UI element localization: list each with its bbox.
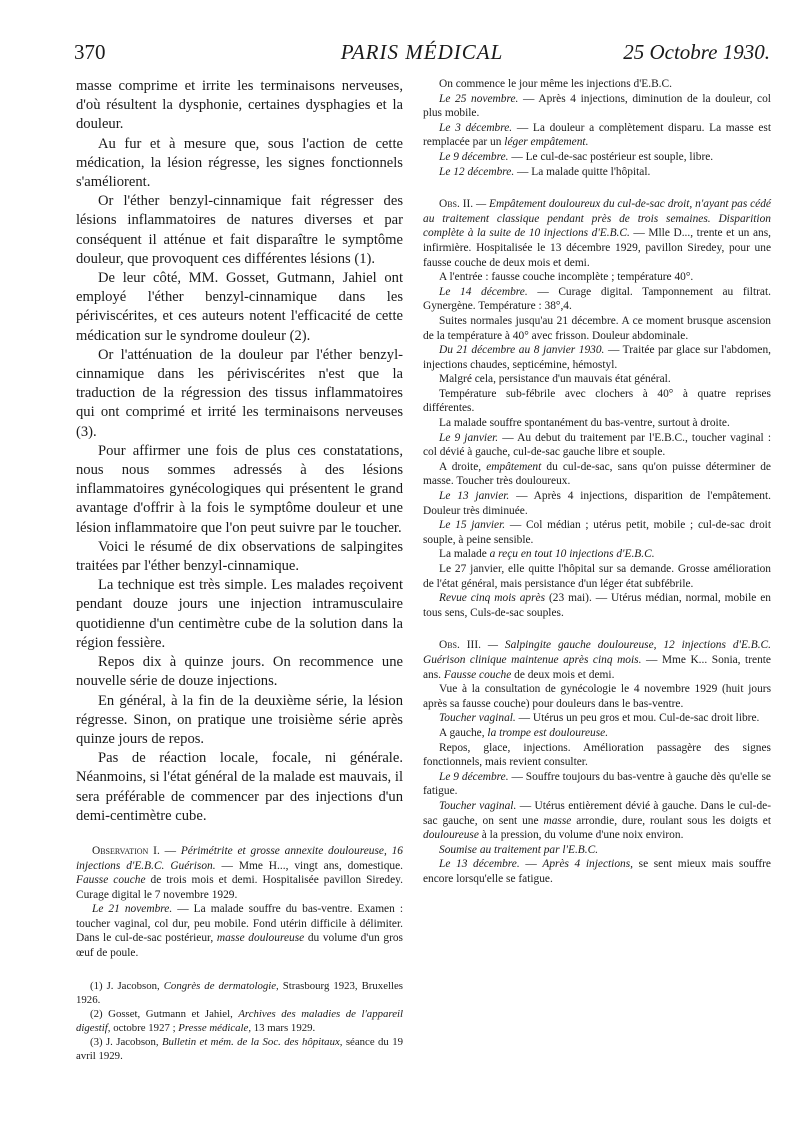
obs-date: Le 3 décembre. — [439, 121, 513, 134]
obs-text: du cul-de-sac, sans qu'on puisse déterminer de masse. Toucher très douloureux. — [423, 460, 771, 488]
obs-paragraph — [423, 562, 771, 591]
issue-date: 25 Octobre 1930. — [623, 40, 770, 64]
obs-paragraph — [423, 518, 771, 547]
page-header — [74, 40, 770, 70]
obs-text: — Utérus un peu gros et mou. Cul-de-sac droit libre. — [518, 712, 760, 725]
obs-italic: douloureuse — [423, 829, 479, 842]
right-column — [423, 77, 771, 886]
obs-date: Le 21 novembre. — [92, 903, 173, 916]
obs-text: — — [525, 858, 537, 871]
left-column — [76, 77, 403, 1063]
paragraph: masse comprime et irrite les terminaisons nerveuses, d'où résultent la dysphonie, certaines dysphagies et la douleur. — [76, 78, 403, 133]
obs-text: A gauche, — [439, 726, 485, 739]
obs-text: — La malade souffre du bas-ventre. Examen : toucher vaginal, col dur, peu mobile. Fond utérin difficile à délimiter. Dans le cul-de-sac postérieur, — [76, 903, 403, 945]
footnote-title: Archives des maladies de l'appareil digestif, — [76, 1007, 403, 1034]
paragraph: Voici le résumé de dix observations de salpingites traitées par l'éther benzyl-cinnamique. — [76, 538, 403, 575]
footnote-ref: 13 mars 1929. — [253, 1021, 316, 1034]
obs-text: Vue à la consultation de gynécologie le 4 novembre 1929 (huit jours après sa fausse couche) pour douleurs dans le bas-ventre. — [423, 683, 771, 710]
obs-label: Observation I. — [92, 844, 160, 857]
paragraph: La technique est très simple. Les malades reçoivent pendant douze jours une injection intramusculaire quotidienne d'un centimètre cube de la solution dans la région fessière. — [76, 577, 403, 651]
paragraph: Pour affirmer une fois de plus ces constatations, nous nous sommes adressés à des lésions inflammatoires gynécologiques qui présentent le grand avantage d'offrir à la fois le symptôme douleur et une lésion inflammatoire que l'on peut suivre par le toucher. — [76, 442, 403, 536]
footnote-ref: octobre 1927 ; — [113, 1021, 176, 1034]
obs-paragraph — [423, 682, 771, 711]
obs-title: Périmétrite et grosse annexite douloureuse, 16 injections d'E.B.C. Guérison. — [76, 844, 403, 872]
obs-date: Toucher vaginal. — [439, 799, 517, 812]
obs-text: A droite, — [439, 460, 482, 473]
obs-paragraph — [423, 489, 771, 518]
paragraph: Repos dix à quinze jours. On recommence une nouvelle série de douze injections. — [76, 654, 403, 690]
observation-3 — [423, 638, 771, 886]
obs-intro: — Mme H..., vingt ans, domestique. — [221, 859, 403, 872]
obs-paragraph — [423, 314, 771, 343]
obs-italic: empâtement — [486, 460, 542, 473]
obs-fausse: Fausse couche — [443, 668, 512, 681]
obs-text: Température sub-fébrile avec clochers à 40° à quatre reprises différentes. — [423, 387, 771, 415]
obs-paragraph — [423, 372, 771, 387]
obs-paragraph — [423, 121, 771, 150]
obs-text: se sent mieux mais souffre encore lorsqu'elle se fatigue. — [423, 858, 771, 885]
paragraph: Or l'éther benzyl-cinnamique fait régresser des lésions inflammatoires de natures diverses et par conséquent il atténue et fait disparaître le symptôme douleur, que provoquent ces différentes lésions (1). — [76, 193, 403, 267]
obs-paragraph — [76, 902, 403, 960]
obs-heading — [423, 638, 771, 682]
obs-label: Obs. III. — [439, 639, 481, 652]
obs-text: Suites normales jusqu'au 21 décembre. A ce moment brusque ascension de la température à 40° avec frisson. Douleur abdominale. — [423, 314, 771, 342]
obs-intro: — Mlle D..., trente et un ans, infirmière. Hospitalisée le 13 décembre 1929, pavillon Siredey, pour une fausse couche de deux mois et demi. — [423, 227, 771, 269]
observation-2 — [423, 197, 771, 620]
paragraph: En général, à la fin de la deuxième série, la lésion régresse. Sinon, on pratique une troisième série après quinze jours de repos. — [76, 692, 403, 747]
obs-date: Le 9 janvier. — [439, 431, 499, 444]
obs-paragraph — [423, 92, 771, 121]
obs-text: — Au debut du traitement par l'E.B.C., toucher vaginal : col dévié à gauche, cul-de-sac gauche libre et souple. — [423, 431, 771, 459]
obs-date: Le 25 novembre. — [439, 92, 519, 105]
obs-text: — Traitée par glace sur l'abdomen, injections chaudes, septicémine, hémostyl. — [423, 344, 771, 371]
obs-date: Soumise au traitement par l'E.B.C. — [439, 843, 599, 856]
obs-date: Le 13 décembre. — [439, 858, 520, 871]
obs-paragraph — [423, 387, 771, 416]
footnote-author: (2) Gosset, Gutmann et Jahiel, — [90, 1007, 233, 1020]
footnote-3 — [76, 1035, 403, 1063]
paragraph: Or l'atténuation de la douleur par l'éther benzyl-cinnamique dans les périviscérites n'est que la traduction de la régression des tissus inflammatoires qui ont comprimé et irrité les terminaisons nerveuses (3). — [76, 346, 403, 440]
obs-paragraph — [423, 843, 771, 858]
footnote-author: (1) J. Jacobson, — [90, 979, 160, 992]
observation-1 — [76, 844, 403, 961]
obs-paragraph — [423, 343, 771, 372]
obs-title: — Salpingite gauche douloureuse, 12 injections d'E.B.C. Guérison clinique maintenue après cinq mois. — [423, 639, 772, 666]
obs-paragraph — [423, 770, 771, 799]
obs-fausse: Fausse couche — [76, 874, 146, 887]
obs-paragraph — [423, 741, 771, 770]
obs-italic: masse douloureuse — [216, 932, 305, 945]
obs-label: Obs. II. — [439, 198, 474, 211]
obs-text: (23 mai). — Utérus médian, normal, mobile en tous sens, Culs-de-sac souples. — [423, 592, 771, 619]
footnotes — [76, 979, 403, 1063]
obs-paragraph — [423, 416, 771, 431]
obs-paragraph — [423, 270, 771, 285]
obs-text: La malade souffre spontanément du bas-ventre, surtout à droite. — [439, 417, 730, 430]
obs-date: Le 9 décembre. — [439, 150, 509, 163]
obs-heading: Observation I. — Périmétrite et grosse annexite douloureuse, 16 injections d'E.B.C. Guérison. — Mme H..., vingt ans, domestique. Fausse couche de trois mois et demi. Hospitalisée pavillon Siredey. Curage digital le 7 novembre 1929. — [76, 844, 403, 901]
obs-text: — La douleur a complètement disparu. La masse est remplacée par un — [423, 121, 771, 149]
obs-date: Du 21 décembre au 8 janvier 1930. — [439, 344, 605, 357]
obs-italic: a reçu en tout 10 injections d'E.B.C. — [489, 548, 655, 561]
obs-paragraph — [423, 547, 771, 562]
footnote-ref: Strasbourg 1923, Bruxelles 1926. — [76, 979, 403, 1006]
obs-paragraph — [423, 711, 771, 726]
obs-paragraph — [423, 285, 771, 314]
obs-date: Le 13 janvier. — [439, 490, 510, 503]
obs-text: — Utérus entièrement dévié à gauche. Dans le cul-de-sac gauche, on sent une — [423, 799, 772, 827]
observation-1-continued — [423, 77, 771, 179]
obs-heading — [423, 197, 771, 270]
obs-text: La malade — [439, 548, 487, 561]
obs-italic: la trompe est douloureuse. — [487, 726, 609, 739]
obs-date: Le 14 décembre. — [439, 285, 528, 298]
obs-paragraph — [423, 150, 771, 165]
footnote-title: Presse médicale, — [178, 1021, 252, 1034]
obs-paragraph — [423, 460, 771, 489]
obs-text: à la pression, du volume d'une noix environ. — [481, 829, 684, 842]
obs-text: A l'entrée : fausse couche incomplète ; température 40°. — [439, 271, 694, 284]
obs-text: — La malade quitte l'hôpital. — [517, 165, 651, 178]
footnote-title: Congrès de dermatologie, — [163, 979, 279, 992]
obs-text: — Col médian ; utérus petit, mobile ; cul-de-sac droit souple, à peine sensible. — [423, 519, 771, 546]
obs-text: du volume d'un gros œuf de poule. — [76, 932, 403, 960]
obs-text: — Curage digital. Tamponnement au filtrat. Gynergène. Température : 38°,4. — [423, 285, 771, 313]
footnote-2 — [76, 1007, 403, 1035]
paragraph: Au fur et à mesure que, sous l'action de cette médication, la lésion régresse, les signes fonctionnels s'améliorent. — [76, 135, 403, 191]
obs-date: Toucher vaginal. — [439, 712, 516, 725]
obs-text: arrondie, dure, roulant sous les doigts et — [576, 814, 771, 827]
page-number: 370 — [74, 40, 106, 64]
footnote-author: (3) J. Jacobson, — [90, 1035, 159, 1048]
obs-intro: — Mme K... Sonia, trente ans. — [423, 653, 771, 681]
obs-text: Malgré cela, persistance d'un mauvais état général. — [439, 373, 671, 386]
obs-date: Le 12 décembre. — [439, 165, 515, 178]
obs-date: Le 9 décembre. — [439, 770, 509, 783]
obs-date: Le 15 janvier. — [439, 519, 506, 532]
obs-text: — Après 4 injections, diminution de la douleur, col plus mobile. — [423, 92, 771, 120]
obs-paragraph — [423, 857, 771, 886]
footnote-ref: séance du 19 avril 1929. — [76, 1035, 403, 1062]
obs-italic: Après 4 injections, — [542, 858, 634, 871]
obs-italic: masse — [543, 814, 572, 827]
journal-title: PARIS MÉDICAL — [340, 40, 504, 64]
footnote-title: Bulletin et mém. de la Soc. des hôpitaux, — [161, 1035, 343, 1048]
obs-date: Revue cinq mois après — [439, 592, 546, 605]
paragraph: De leur côté, MM. Gosset, Gutmann, Jahiel ont employé l'éther benzyl-cinnamique dans les périviscérites, et ces auteurs notent l'efficacité de cette médication sur le syndrome douleur (2). — [76, 270, 403, 344]
paragraph: Pas de réaction locale, focale, ni générale. Néanmoins, si l'état général de la malade est mauvais, il sera préférable de commencer par des injections d'un demi-centimètre cube. — [76, 750, 403, 824]
obs-paragraph — [423, 77, 771, 92]
obs-text: — Le cul-de-sac postérieur est souple, libre. — [511, 150, 714, 163]
obs-paragraph — [423, 591, 771, 620]
obs-text: Le 27 janvier, elle quitte l'hôpital sur sa demande. Grosse amélioration de l'état général, mais persistance d'un léger état subfébrile. — [423, 563, 771, 590]
obs-text: — Souffre toujours du bas-ventre à gauche dès qu'elle se fatigue. — [423, 770, 771, 798]
obs-paragraph — [423, 726, 771, 741]
obs-text: Repos, glace, injections. Amélioration passagère des signes fonctionnels, mais revient consulter. — [423, 741, 771, 769]
footnote-1 — [76, 979, 403, 1007]
obs-italic: léger empâtement. — [504, 136, 589, 149]
obs-paragraph — [423, 431, 771, 460]
obs-paragraph — [423, 799, 771, 843]
obs-text: On commence le jour même les injections d'E.B.C. — [439, 78, 672, 90]
obs-rest: de trois mois et demi. Hospitalisée pavillon Siredey. Curage digital le 7 novembre 1929. — [76, 874, 403, 901]
obs-rest: de deux mois et demi. — [514, 668, 615, 681]
main-text — [76, 77, 403, 826]
obs-title: — Empâtement douloureux du cul-de-sac droit, n'ayant pas cédé au traitement classique pendant près de trois semaines. Disparition complète à la suite de 10 injections d'E.B.C. — [423, 198, 771, 240]
obs-text: — Après 4 injections, disparition de l'empâtement. Douleur très diminuée. — [423, 490, 771, 517]
obs-paragraph — [423, 165, 771, 180]
